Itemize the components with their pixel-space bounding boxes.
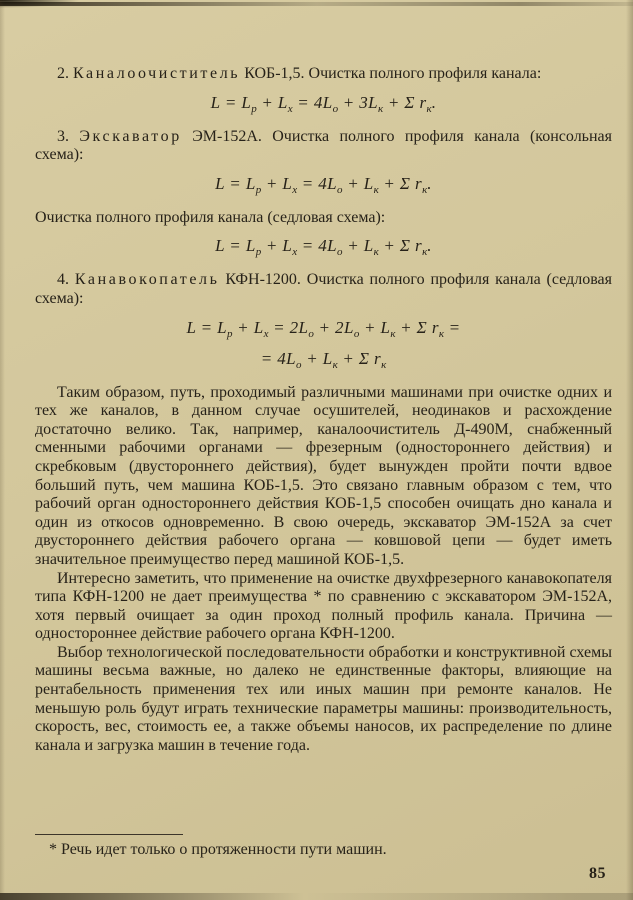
section-4-number: 4. <box>57 271 75 289</box>
section-2-number: 2. <box>57 65 73 82</box>
page-edge-shadow-left <box>0 0 5 900</box>
page-edge-shadow-right <box>626 0 633 900</box>
section-2-heading-rest: КОБ-1,5. Очистка полного профиля канала: <box>240 65 542 82</box>
formula-kob-1-5: $L = L_р + L_х = 4L_о + 3L_к + \Sigma$ $r_к$. <box>210 92 437 115</box>
section-4-machine-name: Канавокопатель <box>74 271 220 289</box>
section-4-heading <box>35 271 612 308</box>
section-2-machine-name: Каналоочиститель <box>73 65 241 82</box>
section-3-number: 3. <box>57 127 80 145</box>
paragraph-kfn-1200-note: Интересно заметить, что применение на очистке двухфрезерного канавокопателя типа КФН-1200 не дает преимущества * по сравнению с экскаватором ЭМ-152А, хотя первый очищает за один проход полный профиль канала. Причина — одностороннее действие рабочего органа КФН-1200. <box>35 569 612 643</box>
formula-kfn-1200-line-2: = $4L_о + L_к + \Sigma$ $r_к$ <box>260 348 387 371</box>
section-3-machine-name: Экскаватор <box>79 127 182 145</box>
footnote <box>35 834 513 860</box>
page-edge-shadow-bottom <box>0 893 633 900</box>
section-3-saddle-subheading: Очистка полного профиля канала (седловая схема): <box>35 208 386 226</box>
section-3-heading-rest: ЭМ-152А. Очистка полного профиля канала (консольная схема): <box>35 127 613 164</box>
footnote-text: * Речь идет только о протяженности пути машин. <box>49 841 387 859</box>
footnote-rule <box>35 834 183 835</box>
page-number: 85 <box>589 865 606 882</box>
paragraph-path-comparison: Таким образом, путь, проходимый различными машинами при очистке одних и тех же каналов, в данном случае осушителей, неодинаков и расхождение достаточно велико. Так, например, каналоочиститель Д-490М, снабженный сменными рабочими органами — фрезерным (одностороннего действия) и скребковым (двустороннего действия), будет вынужден пройти почти вдвое больший путь, чем машина КОБ-1,5. Это связано главным образом с тем, что рабочий орган одностороннего действия КОБ-1,5 способен очищать дно канала и один из откосов одновременно. В свою очередь, экскаватор ЭМ-152А за счет двустороннего действия рабочего органа — ковшовой цепи — будет иметь значительное преимущество перед машиной КОБ-1,5. <box>35 383 612 568</box>
paragraph-machine-factors: Выбор технологической последовательности обработки и конструктивной схемы машины весьма важные, но далеко не единственные факторы, влияющие на рентабельность применения тех или иных машин при ремонте каналов. Не меньшую роль будут играть технические параметры машины: производительность, скорость, вес, стоимость ее, а также объемы наносов, их распределение по длине канала и загрузка машин в течение года. <box>35 643 612 754</box>
page-text-block <box>35 56 612 755</box>
formula-em-152a-saddle: $L = L_р + L_х = 4L_о + L_к + \Sigma$ $r_к$. <box>215 236 432 259</box>
formula-em-152a-console: $L = L_р + L_х = 4L_о + L_к + \Sigma$ $r_к$. <box>215 173 432 196</box>
formula-kfn-1200-line-1: $L = L_р + L_х = 2L_о + 2L_о + L_к + \Sigma$ $r_к$ = <box>186 317 461 340</box>
page-edge-blotch-top-left <box>0 0 110 12</box>
section-4-heading-rest: КФН-1200. Очистка полного профиля канала (седловая схема): <box>35 271 613 307</box>
section-2-heading <box>35 65 612 84</box>
section-3-heading <box>35 128 612 165</box>
